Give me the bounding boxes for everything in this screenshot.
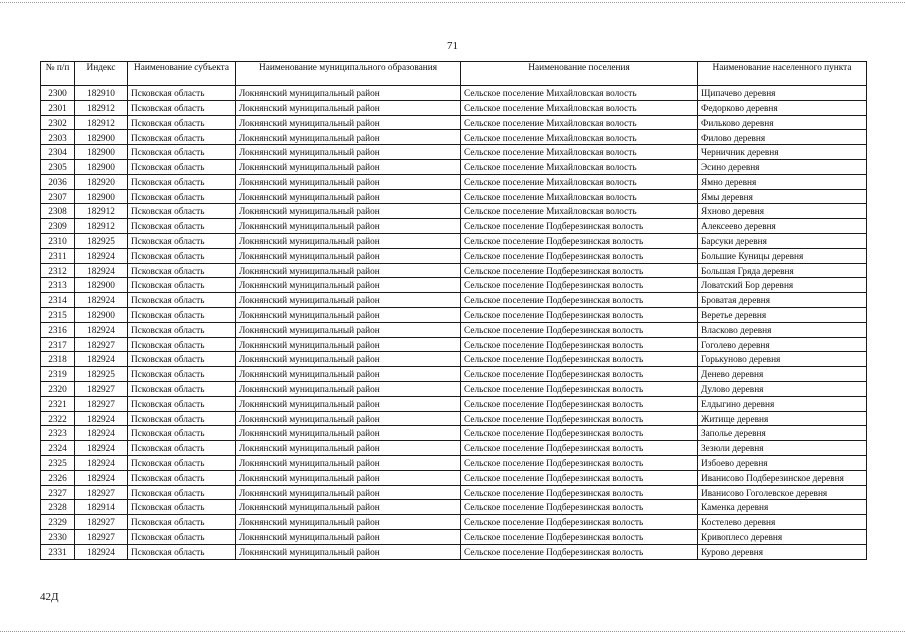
cell-municipality: Локнянский муниципальный район	[236, 381, 461, 396]
cell-municipality: Локнянский муниципальный район	[236, 544, 461, 559]
cell-settlement: Сельское поселение Подберезинская волость	[461, 381, 698, 396]
cell-index: 182924	[75, 293, 128, 308]
cell-number: 2308	[41, 204, 75, 219]
cell-settlement: Сельское поселение Михайловская волость	[461, 86, 698, 101]
cell-subject: Псковская область	[128, 411, 236, 426]
cell-index: 182900	[75, 159, 128, 174]
cell-subject: Псковская область	[128, 293, 236, 308]
cell-settlement: Сельское поселение Подберезинская волость	[461, 470, 698, 485]
cell-locality: Барсуки деревня	[698, 233, 867, 248]
cell-locality: Большие Куницы деревня	[698, 248, 867, 263]
cell-municipality: Локнянский муниципальный район	[236, 115, 461, 130]
table-row	[41, 307, 867, 322]
cell-number: 2312	[41, 263, 75, 278]
cell-settlement: Сельское поселение Подберезинская волость	[461, 307, 698, 322]
header-cell-municipality: Наименование муниципального образования	[236, 62, 461, 86]
cell-locality: Яхново деревня	[698, 204, 867, 219]
cell-index: 182912	[75, 100, 128, 115]
header-cell-index: Индекс	[75, 62, 128, 86]
cell-settlement: Сельское поселение Подберезинская волость	[461, 352, 698, 367]
cell-index: 182924	[75, 426, 128, 441]
cell-locality: Большая Гряда деревня	[698, 263, 867, 278]
cell-municipality: Локнянский муниципальный район	[236, 100, 461, 115]
cell-locality: Каменка деревня	[698, 500, 867, 515]
cell-locality: Ямы деревня	[698, 189, 867, 204]
cell-number: 2301	[41, 100, 75, 115]
cell-number: 2311	[41, 248, 75, 263]
table-row	[41, 263, 867, 278]
cell-locality: Житище деревня	[698, 411, 867, 426]
cell-locality: Курово деревня	[698, 544, 867, 559]
table-row	[41, 130, 867, 145]
cell-settlement: Сельское поселение Подберезинская волость	[461, 278, 698, 293]
cell-number: 2325	[41, 455, 75, 470]
cell-municipality: Локнянский муниципальный район	[236, 130, 461, 145]
cell-index: 182920	[75, 174, 128, 189]
cell-municipality: Локнянский муниципальный район	[236, 470, 461, 485]
cell-municipality: Локнянский муниципальный район	[236, 411, 461, 426]
cell-municipality: Локнянский муниципальный район	[236, 189, 461, 204]
cell-locality: Елдыгино деревня	[698, 396, 867, 411]
cell-subject: Псковская область	[128, 322, 236, 337]
cell-subject: Псковская область	[128, 515, 236, 530]
cell-number: 2318	[41, 352, 75, 367]
cell-index: 182912	[75, 115, 128, 130]
cell-settlement: Сельское поселение Подберезинская волость	[461, 515, 698, 530]
cell-municipality: Локнянский муниципальный район	[236, 293, 461, 308]
cell-locality: Черничник деревня	[698, 145, 867, 160]
cell-settlement: Сельское поселение Подберезинская волость	[461, 455, 698, 470]
cell-number: 2319	[41, 367, 75, 382]
cell-locality: Зезюли деревня	[698, 441, 867, 456]
cell-settlement: Сельское поселение Подберезинская волость	[461, 248, 698, 263]
table-header	[41, 62, 867, 86]
cell-index: 182900	[75, 307, 128, 322]
cell-index: 182924	[75, 322, 128, 337]
cell-settlement: Сельское поселение Михайловская волость	[461, 174, 698, 189]
cell-municipality: Локнянский муниципальный район	[236, 367, 461, 382]
cell-index: 182924	[75, 248, 128, 263]
cell-number: 2329	[41, 515, 75, 530]
cell-index: 182900	[75, 130, 128, 145]
table-row	[41, 426, 867, 441]
cell-number: 2302	[41, 115, 75, 130]
cell-subject: Псковская область	[128, 233, 236, 248]
cell-locality: Фильково деревня	[698, 115, 867, 130]
cell-index: 182927	[75, 337, 128, 352]
cell-municipality: Локнянский муниципальный район	[236, 500, 461, 515]
cell-index: 182924	[75, 352, 128, 367]
table-row	[41, 441, 867, 456]
cell-number: 2313	[41, 278, 75, 293]
cell-subject: Псковская область	[128, 337, 236, 352]
cell-locality: Броватая деревня	[698, 293, 867, 308]
cell-number: 2300	[41, 86, 75, 101]
table-row	[41, 248, 867, 263]
cell-municipality: Локнянский муниципальный район	[236, 515, 461, 530]
cell-subject: Псковская область	[128, 352, 236, 367]
cell-index: 182912	[75, 204, 128, 219]
cell-index: 182924	[75, 263, 128, 278]
cell-settlement: Сельское поселение Подберезинская волость	[461, 411, 698, 426]
cell-settlement: Сельское поселение Подберезинская волость	[461, 396, 698, 411]
cell-number: 2310	[41, 233, 75, 248]
cell-subject: Псковская область	[128, 485, 236, 500]
cell-subject: Псковская область	[128, 115, 236, 130]
cell-municipality: Локнянский муниципальный район	[236, 145, 461, 160]
cell-settlement: Сельское поселение Подберезинская волость	[461, 219, 698, 234]
table-row	[41, 485, 867, 500]
cell-number: 2322	[41, 411, 75, 426]
table-row	[41, 174, 867, 189]
cell-settlement: Сельское поселение Подберезинская волость	[461, 293, 698, 308]
cell-locality: Горькуново деревня	[698, 352, 867, 367]
cell-locality: Веретье деревня	[698, 307, 867, 322]
table-row	[41, 396, 867, 411]
cell-locality: Алексеево деревня	[698, 219, 867, 234]
cell-subject: Псковская область	[128, 470, 236, 485]
cell-municipality: Локнянский муниципальный район	[236, 322, 461, 337]
cell-index: 182924	[75, 441, 128, 456]
table-row	[41, 115, 867, 130]
cell-settlement: Сельское поселение Подберезинская волость	[461, 485, 698, 500]
cell-municipality: Локнянский муниципальный район	[236, 441, 461, 456]
cell-locality: Эсино деревня	[698, 159, 867, 174]
cell-number: 2315	[41, 307, 75, 322]
cell-municipality: Локнянский муниципальный район	[236, 159, 461, 174]
cell-locality: Щипачево деревня	[698, 86, 867, 101]
cell-number: 2317	[41, 337, 75, 352]
header-cell-locality: Наименование населенного пункта	[698, 62, 867, 86]
cell-settlement: Сельское поселение Подберезинская волость	[461, 263, 698, 278]
cell-subject: Псковская область	[128, 263, 236, 278]
cell-locality: Избоево деревня	[698, 455, 867, 470]
scan-edge-top	[0, 2, 905, 3]
cell-number: 2326	[41, 470, 75, 485]
page-number: 71	[447, 40, 458, 52]
cell-settlement: Сельское поселение Подберезинская волость	[461, 337, 698, 352]
cell-subject: Псковская область	[128, 248, 236, 263]
table-row	[41, 100, 867, 115]
cell-locality: Гоголево деревня	[698, 337, 867, 352]
cell-index: 182924	[75, 455, 128, 470]
cell-subject: Псковская область	[128, 130, 236, 145]
cell-index: 182927	[75, 515, 128, 530]
header-cell-number: № п/п	[41, 62, 75, 86]
table-row	[41, 86, 867, 101]
cell-locality: Власково деревня	[698, 322, 867, 337]
cell-locality: Дулово деревня	[698, 381, 867, 396]
cell-number: 2320	[41, 381, 75, 396]
cell-locality: Иванисово Подберезинское деревня	[698, 470, 867, 485]
cell-locality: Кривоплесо деревня	[698, 529, 867, 544]
cell-locality: Иванисово Гоголевское деревня	[698, 485, 867, 500]
scan-edge-bottom	[0, 631, 905, 632]
cell-number: 2330	[41, 529, 75, 544]
cell-locality: Заполье деревня	[698, 426, 867, 441]
cell-number: 2323	[41, 426, 75, 441]
cell-locality: Денево деревня	[698, 367, 867, 382]
header-row	[41, 62, 867, 86]
cell-municipality: Локнянский муниципальный район	[236, 455, 461, 470]
cell-settlement: Сельское поселение Подберезинская волость	[461, 367, 698, 382]
cell-subject: Псковская область	[128, 145, 236, 160]
cell-municipality: Локнянский муниципальный район	[236, 307, 461, 322]
cell-index: 182900	[75, 189, 128, 204]
table-row	[41, 352, 867, 367]
cell-number: 2305	[41, 159, 75, 174]
cell-municipality: Локнянский муниципальный район	[236, 396, 461, 411]
table-row	[41, 293, 867, 308]
cell-index: 182912	[75, 219, 128, 234]
cell-settlement: Сельское поселение Подберезинская волость	[461, 529, 698, 544]
settlements-table	[40, 61, 867, 560]
cell-subject: Псковская область	[128, 278, 236, 293]
cell-settlement: Сельское поселение Подберезинская волость	[461, 500, 698, 515]
table-row	[41, 411, 867, 426]
cell-subject: Псковская область	[128, 189, 236, 204]
table-row	[41, 367, 867, 382]
table-row	[41, 233, 867, 248]
cell-number: 2327	[41, 485, 75, 500]
cell-number: 2036	[41, 174, 75, 189]
table-row	[41, 381, 867, 396]
cell-locality: Ямно деревня	[698, 174, 867, 189]
cell-number: 2303	[41, 130, 75, 145]
cell-index: 182925	[75, 367, 128, 382]
footer-code: 42Д	[40, 591, 59, 603]
cell-municipality: Локнянский муниципальный район	[236, 337, 461, 352]
cell-number: 2324	[41, 441, 75, 456]
cell-settlement: Сельское поселение Михайловская волость	[461, 204, 698, 219]
cell-municipality: Локнянский муниципальный район	[236, 174, 461, 189]
cell-index: 182924	[75, 544, 128, 559]
cell-settlement: Сельское поселение Подберезинская волость	[461, 233, 698, 248]
cell-subject: Псковская область	[128, 455, 236, 470]
cell-settlement: Сельское поселение Подберезинская волость	[461, 426, 698, 441]
cell-number: 2331	[41, 544, 75, 559]
cell-number: 2309	[41, 219, 75, 234]
cell-number: 2316	[41, 322, 75, 337]
cell-subject: Псковская область	[128, 219, 236, 234]
cell-subject: Псковская область	[128, 100, 236, 115]
cell-settlement: Сельское поселение Подберезинская волость	[461, 544, 698, 559]
table-row	[41, 278, 867, 293]
cell-index: 182927	[75, 396, 128, 411]
cell-settlement: Сельское поселение Подберезинская волость	[461, 441, 698, 456]
table-row	[41, 544, 867, 559]
cell-subject: Псковская область	[128, 159, 236, 174]
cell-municipality: Локнянский муниципальный район	[236, 263, 461, 278]
cell-municipality: Локнянский муниципальный район	[236, 426, 461, 441]
table-row	[41, 500, 867, 515]
cell-number: 2304	[41, 145, 75, 160]
cell-number: 2307	[41, 189, 75, 204]
table-row	[41, 322, 867, 337]
cell-municipality: Локнянский муниципальный район	[236, 219, 461, 234]
table-row	[41, 145, 867, 160]
cell-subject: Псковская область	[128, 174, 236, 189]
cell-subject: Псковская область	[128, 544, 236, 559]
cell-subject: Псковская область	[128, 307, 236, 322]
table-row	[41, 189, 867, 204]
cell-settlement: Сельское поселение Подберезинская волость	[461, 322, 698, 337]
cell-subject: Псковская область	[128, 441, 236, 456]
cell-locality: Филово деревня	[698, 130, 867, 145]
cell-settlement: Сельское поселение Михайловская волость	[461, 100, 698, 115]
header-cell-settlement: Наименование поселения	[461, 62, 698, 86]
table-row	[41, 529, 867, 544]
cell-subject: Псковская область	[128, 529, 236, 544]
header-cell-subject: Наименование субъекта	[128, 62, 236, 86]
cell-subject: Псковская область	[128, 204, 236, 219]
cell-locality: Федорково деревня	[698, 100, 867, 115]
table-row	[41, 337, 867, 352]
table-row	[41, 470, 867, 485]
table-row	[41, 204, 867, 219]
table-body	[41, 86, 867, 560]
cell-subject: Псковская область	[128, 381, 236, 396]
cell-municipality: Локнянский муниципальный район	[236, 278, 461, 293]
cell-municipality: Локнянский муниципальный район	[236, 248, 461, 263]
cell-index: 182900	[75, 278, 128, 293]
cell-subject: Псковская область	[128, 500, 236, 515]
cell-settlement: Сельское поселение Михайловская волость	[461, 130, 698, 145]
cell-index: 182927	[75, 485, 128, 500]
cell-municipality: Локнянский муниципальный район	[236, 485, 461, 500]
cell-index: 182914	[75, 500, 128, 515]
cell-index: 182924	[75, 470, 128, 485]
cell-subject: Псковская область	[128, 367, 236, 382]
cell-municipality: Локнянский муниципальный район	[236, 233, 461, 248]
cell-settlement: Сельское поселение Михайловская волость	[461, 145, 698, 160]
table-row	[41, 515, 867, 530]
cell-index: 182927	[75, 529, 128, 544]
cell-municipality: Локнянский муниципальный район	[236, 529, 461, 544]
cell-index: 182927	[75, 381, 128, 396]
cell-index: 182925	[75, 233, 128, 248]
cell-number: 2328	[41, 500, 75, 515]
table-row	[41, 455, 867, 470]
cell-number: 2321	[41, 396, 75, 411]
cell-subject: Псковская область	[128, 396, 236, 411]
cell-subject: Псковская область	[128, 86, 236, 101]
cell-locality: Костелево деревня	[698, 515, 867, 530]
cell-municipality: Локнянский муниципальный район	[236, 86, 461, 101]
cell-settlement: Сельское поселение Михайловская волость	[461, 189, 698, 204]
cell-subject: Псковская область	[128, 426, 236, 441]
table-row	[41, 219, 867, 234]
cell-settlement: Сельское поселение Михайловская волость	[461, 159, 698, 174]
cell-municipality: Локнянский муниципальный район	[236, 352, 461, 367]
table-row	[41, 159, 867, 174]
cell-index: 182900	[75, 145, 128, 160]
cell-index: 182910	[75, 86, 128, 101]
cell-index: 182924	[75, 411, 128, 426]
cell-locality: Ловатский Бор деревня	[698, 278, 867, 293]
cell-number: 2314	[41, 293, 75, 308]
cell-settlement: Сельское поселение Михайловская волость	[461, 115, 698, 130]
cell-municipality: Локнянский муниципальный район	[236, 204, 461, 219]
